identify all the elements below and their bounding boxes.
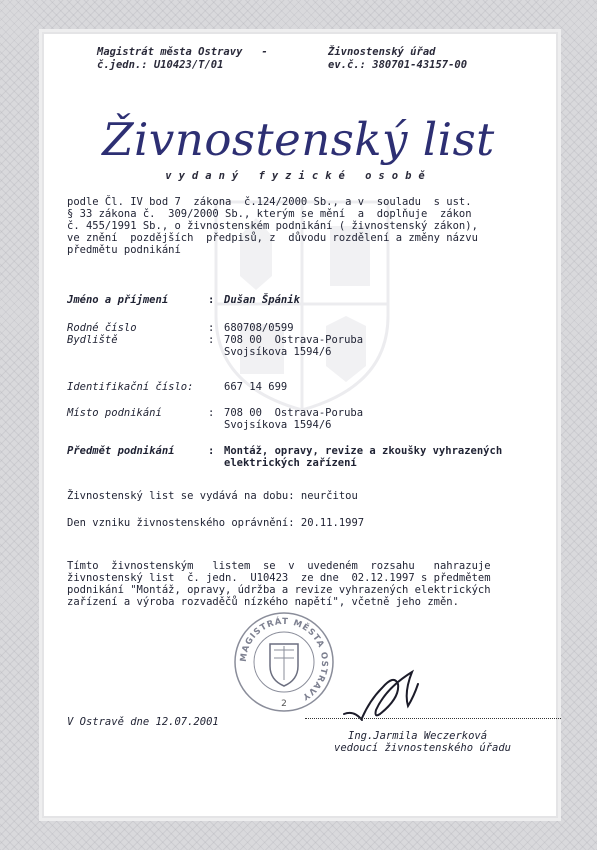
business-subject-line: elektrických zařízení [224, 457, 357, 469]
business-subject-line: Montáž, opravy, revize a zkoušky vyhrazených [224, 445, 503, 457]
replacement-line: Tímto živnostenským listem se v uvedeném rozsahu nahrazuje [67, 560, 491, 572]
signature-line [305, 718, 561, 719]
birth-number-value: 680708/0599 [224, 322, 294, 334]
document-subtitle: vydaný fyzické osobě [165, 170, 432, 182]
stamp-ring-text: MAGISTRÁT MĚSTA OSTRAVY [238, 616, 330, 702]
place-and-date: V Ostravě dne 12.07.2001 [67, 716, 219, 728]
header-department: Živnostenský úřad [328, 46, 436, 58]
business-place-line: 708 00 Ostrava-Poruba [224, 407, 364, 419]
residence-label: Bydliště [67, 334, 118, 346]
colon: : [208, 334, 215, 346]
intro-line: § 33 zákona č. 309/2000 Sb., kterým se mění a doplňuje zákon [67, 208, 472, 220]
official-stamp [232, 610, 336, 714]
replacement-line: živnostenský list č. jedn. U10423 ze dne 02.12.1997 s předmětem [67, 572, 491, 584]
replacement-line: podnikání "Montáž, opravy, údržba a revize vyhrazených elektrických [67, 584, 491, 596]
intro-line: předmětu podnikání [67, 244, 181, 256]
id-number-label: Identifikační číslo: [67, 381, 194, 393]
validity-duration: Živnostenský list se vydává na dobu: neurčitou [67, 490, 358, 502]
residence-line: 708 00 Ostrava-Poruba [224, 334, 364, 346]
signatory-name: Ing.Jarmila Weczerková [348, 730, 488, 742]
birth-number-label: Rodné číslo [67, 322, 137, 334]
replacement-line: zařízení a výroba rozvaděčů nízkého napětí", včetně jeho změn. [67, 596, 459, 608]
intro-line: podle Čl. IV bod 7 zákona č.124/2000 Sb., a v souladu s ust. [67, 196, 472, 208]
business-place-label: Místo podnikání [67, 407, 162, 419]
colon: : [208, 322, 215, 334]
header-office: Magistrát města Ostravy - [97, 46, 268, 58]
header-registry-number: ev.č.: 380701-43157-00 [328, 59, 468, 71]
document-title: Živnostenský list [102, 113, 495, 166]
business-place-line: Svojsíkova 1594/6 [224, 419, 332, 431]
stamp-number: 2 [281, 699, 287, 709]
name-value: Dušan Špánik [224, 294, 300, 306]
colon: : [208, 407, 215, 419]
signatory-role: vedoucí živnostenského úřadu [334, 742, 512, 754]
intro-line: č. 455/1991 Sb., o živnostenském podnikání ( živnostenský zákon), [67, 220, 478, 232]
colon: : [208, 294, 215, 306]
handwritten-signature [340, 668, 450, 724]
intro-line: ve znění pozdějších předpisů, z důvodu rozdělení a změny názvu [67, 232, 478, 244]
header-reference-number: č.jedn.: U10423/T/01 [97, 59, 224, 71]
id-number-value: 667 14 699 [224, 381, 288, 393]
residence-line: Svojsíkova 1594/6 [224, 346, 332, 358]
colon: : [208, 445, 215, 457]
business-subject-label: Předmět podnikání [67, 445, 175, 457]
validity-origin-date: Den vzniku živnostenského oprávnění: 20.11.1997 [67, 517, 365, 529]
name-label: Jméno a příjmení [67, 294, 169, 306]
